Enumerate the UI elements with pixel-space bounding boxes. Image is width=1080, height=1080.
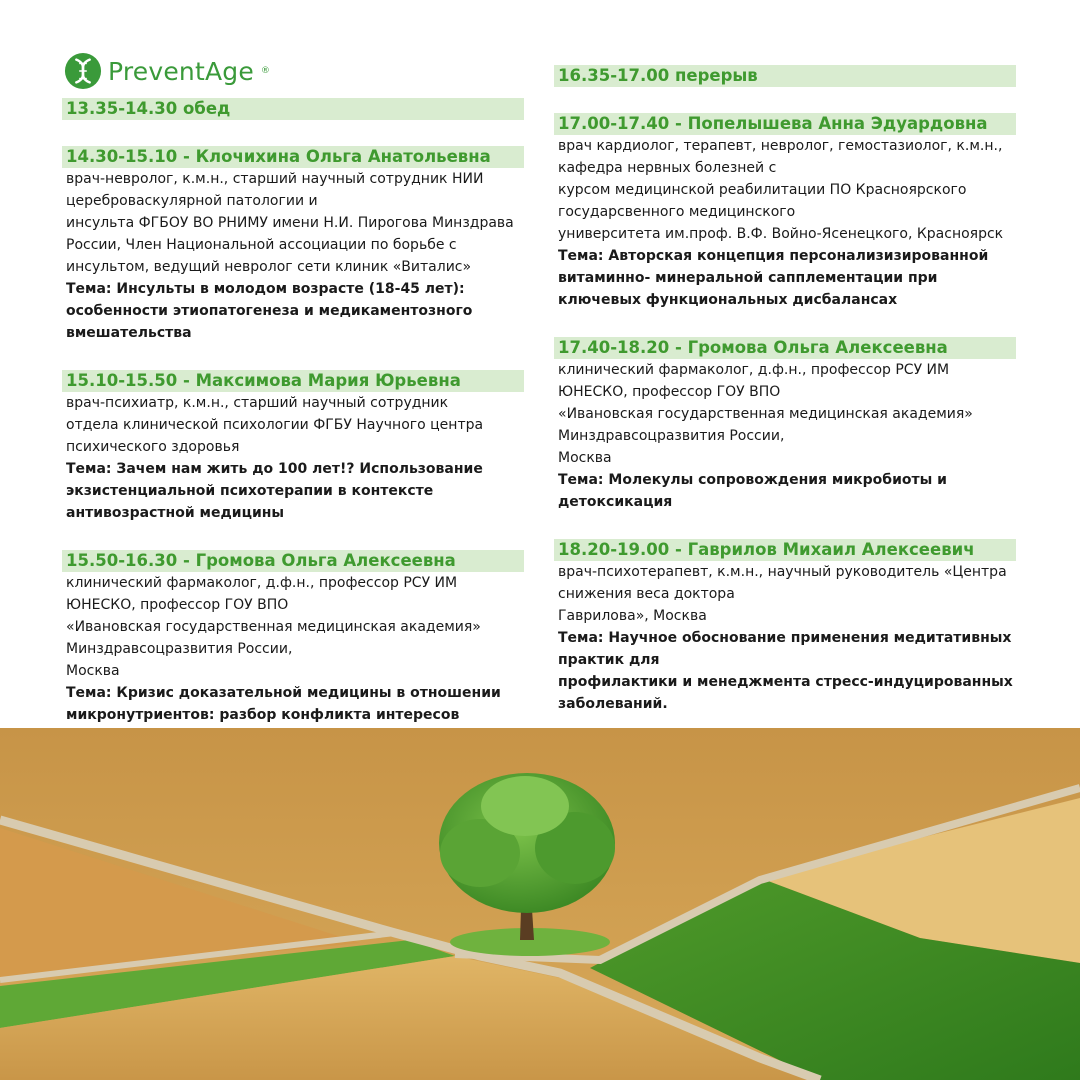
description-line: врач-психиатр, к.м.н., старший научный сотрудник (66, 395, 449, 411)
description-line: государсвенного медицинского (558, 204, 796, 220)
topic-line: профилактики и менеджмента стресс-индуцированных (558, 674, 1013, 690)
speaker-description (62, 168, 524, 278)
topic-line: Тема: Научное обоснование применения медитативных (558, 630, 1012, 646)
description-line: кафедра нервных болезней с (558, 160, 777, 176)
description-line: врач-невролог, к.м.н., старший научный сотрудник НИИ (66, 171, 484, 187)
session-gavrilov (554, 539, 1016, 715)
lunch-break-label: 13.35-14.30 обед (62, 98, 524, 120)
speaker-description (554, 135, 1016, 245)
session-klochikhina (62, 146, 524, 344)
description-line: цереброваскулярной патологии и (66, 193, 318, 209)
session-heading: 17.40-18.20 - Громова Ольга Алексеевна (554, 337, 1016, 359)
schedule-right-column (554, 65, 1016, 741)
description-line: ЮНЕСКО, профессор ГОУ ВПО (66, 597, 289, 613)
session-heading: 15.50-16.30 - Громова Ольга Алексеевна (62, 550, 524, 572)
speaker-description (554, 359, 1016, 469)
session-heading: 17.00-17.40 - Попелышева Анна Эдуардовна (554, 113, 1016, 135)
description-line: Минздравсоцразвития России, (558, 428, 785, 444)
description-line: «Ивановская государственная медицинская академия» (66, 619, 481, 635)
description-line: инсульта ФГБОУ ВО РНИМУ имени Н.И. Пирогова Минздрава (66, 215, 514, 231)
speaker-description (62, 572, 524, 682)
session-topic: Тема: Зачем нам жить до 100 лет!? Использование экзистенциальной психотерапии в контексте антивозрастной медицины (66, 461, 483, 521)
description-line: психического здоровья (66, 439, 240, 455)
brand-logo (64, 52, 270, 90)
registered-mark: ® (260, 66, 270, 76)
description-line: университета им.проф. В.Ф. Войно-Ясенецкого, Красноярск (558, 226, 1004, 242)
description-line: России, Член Национальной ассоциации по борьбе с (66, 237, 457, 253)
schedule-left-column (62, 98, 524, 752)
coffee-break-label: 16.35-17.00 перерыв (554, 65, 1016, 87)
session-gromova-2 (554, 337, 1016, 513)
session-heading: 15.10-15.50 - Максимова Мария Юрьевна (62, 370, 524, 392)
session-heading: 18.20-19.00 - Гаврилов Михаил Алексеевич (554, 539, 1016, 561)
session-gromova-1 (62, 550, 524, 726)
session-topic: Тема: Кризис доказательной медицины в отношении микронутриентов: разбор конфликта интересов (66, 685, 501, 723)
description-line: «Ивановская государственная медицинская академия» (558, 406, 973, 422)
session-topic (554, 627, 1016, 715)
speaker-description (554, 561, 1016, 627)
description-line: клинический фармаколог, д.ф.н., профессор РСУ ИМ (558, 362, 950, 378)
description-line: инсультом, ведущий невролог сети клиник «Виталис» (66, 259, 472, 275)
description-line: Москва (558, 450, 612, 466)
topic-line: заболеваний. (558, 696, 668, 712)
dna-leaf-icon (64, 52, 102, 90)
description-line: курсом медицинской реабилитации ПО Красноярского (558, 182, 967, 198)
topic-line: практик для (558, 652, 660, 668)
session-heading: 14.30-15.10 - Клочихина Ольга Анатольевна (62, 146, 524, 168)
session-maksimova (62, 370, 524, 524)
session-topic: Тема: Инсульты в молодом возрасте (18-45 лет): особенности этиопатогенеза и медикаментозного вмешательства (66, 281, 473, 341)
session-topic: Тема: Молекулы сопровождения микробиоты и детоксикация (558, 472, 947, 510)
speaker-description (62, 392, 524, 458)
description-line: врач-психотерапевт, к.м.н., научный руководитель «Центра (558, 564, 1007, 580)
description-line: Москва (66, 663, 120, 679)
description-line: отдела клинической психологии ФГБУ Научного центра (66, 417, 484, 433)
description-line: врач кардиолог, терапевт, невролог, гемостазиолог, к.м.н., (558, 138, 1003, 154)
description-line: Минздравсоцразвития России, (66, 641, 293, 657)
session-popelysheva (554, 113, 1016, 311)
description-line: снижения веса доктора (558, 586, 735, 602)
description-line: ЮНЕСКО, профессор ГОУ ВПО (558, 384, 781, 400)
session-topic: Тема: Авторская концепция персонализизированной витаминно- минеральной сапплементации при ключевых функциональных дисбалансах (558, 248, 989, 308)
brand-name: PreventAge (108, 56, 254, 86)
description-line: клинический фармаколог, д.ф.н., профессор РСУ ИМ (66, 575, 458, 591)
landscape-tree-illustration (0, 728, 1080, 1080)
description-line: Гаврилова», Москва (558, 608, 707, 624)
